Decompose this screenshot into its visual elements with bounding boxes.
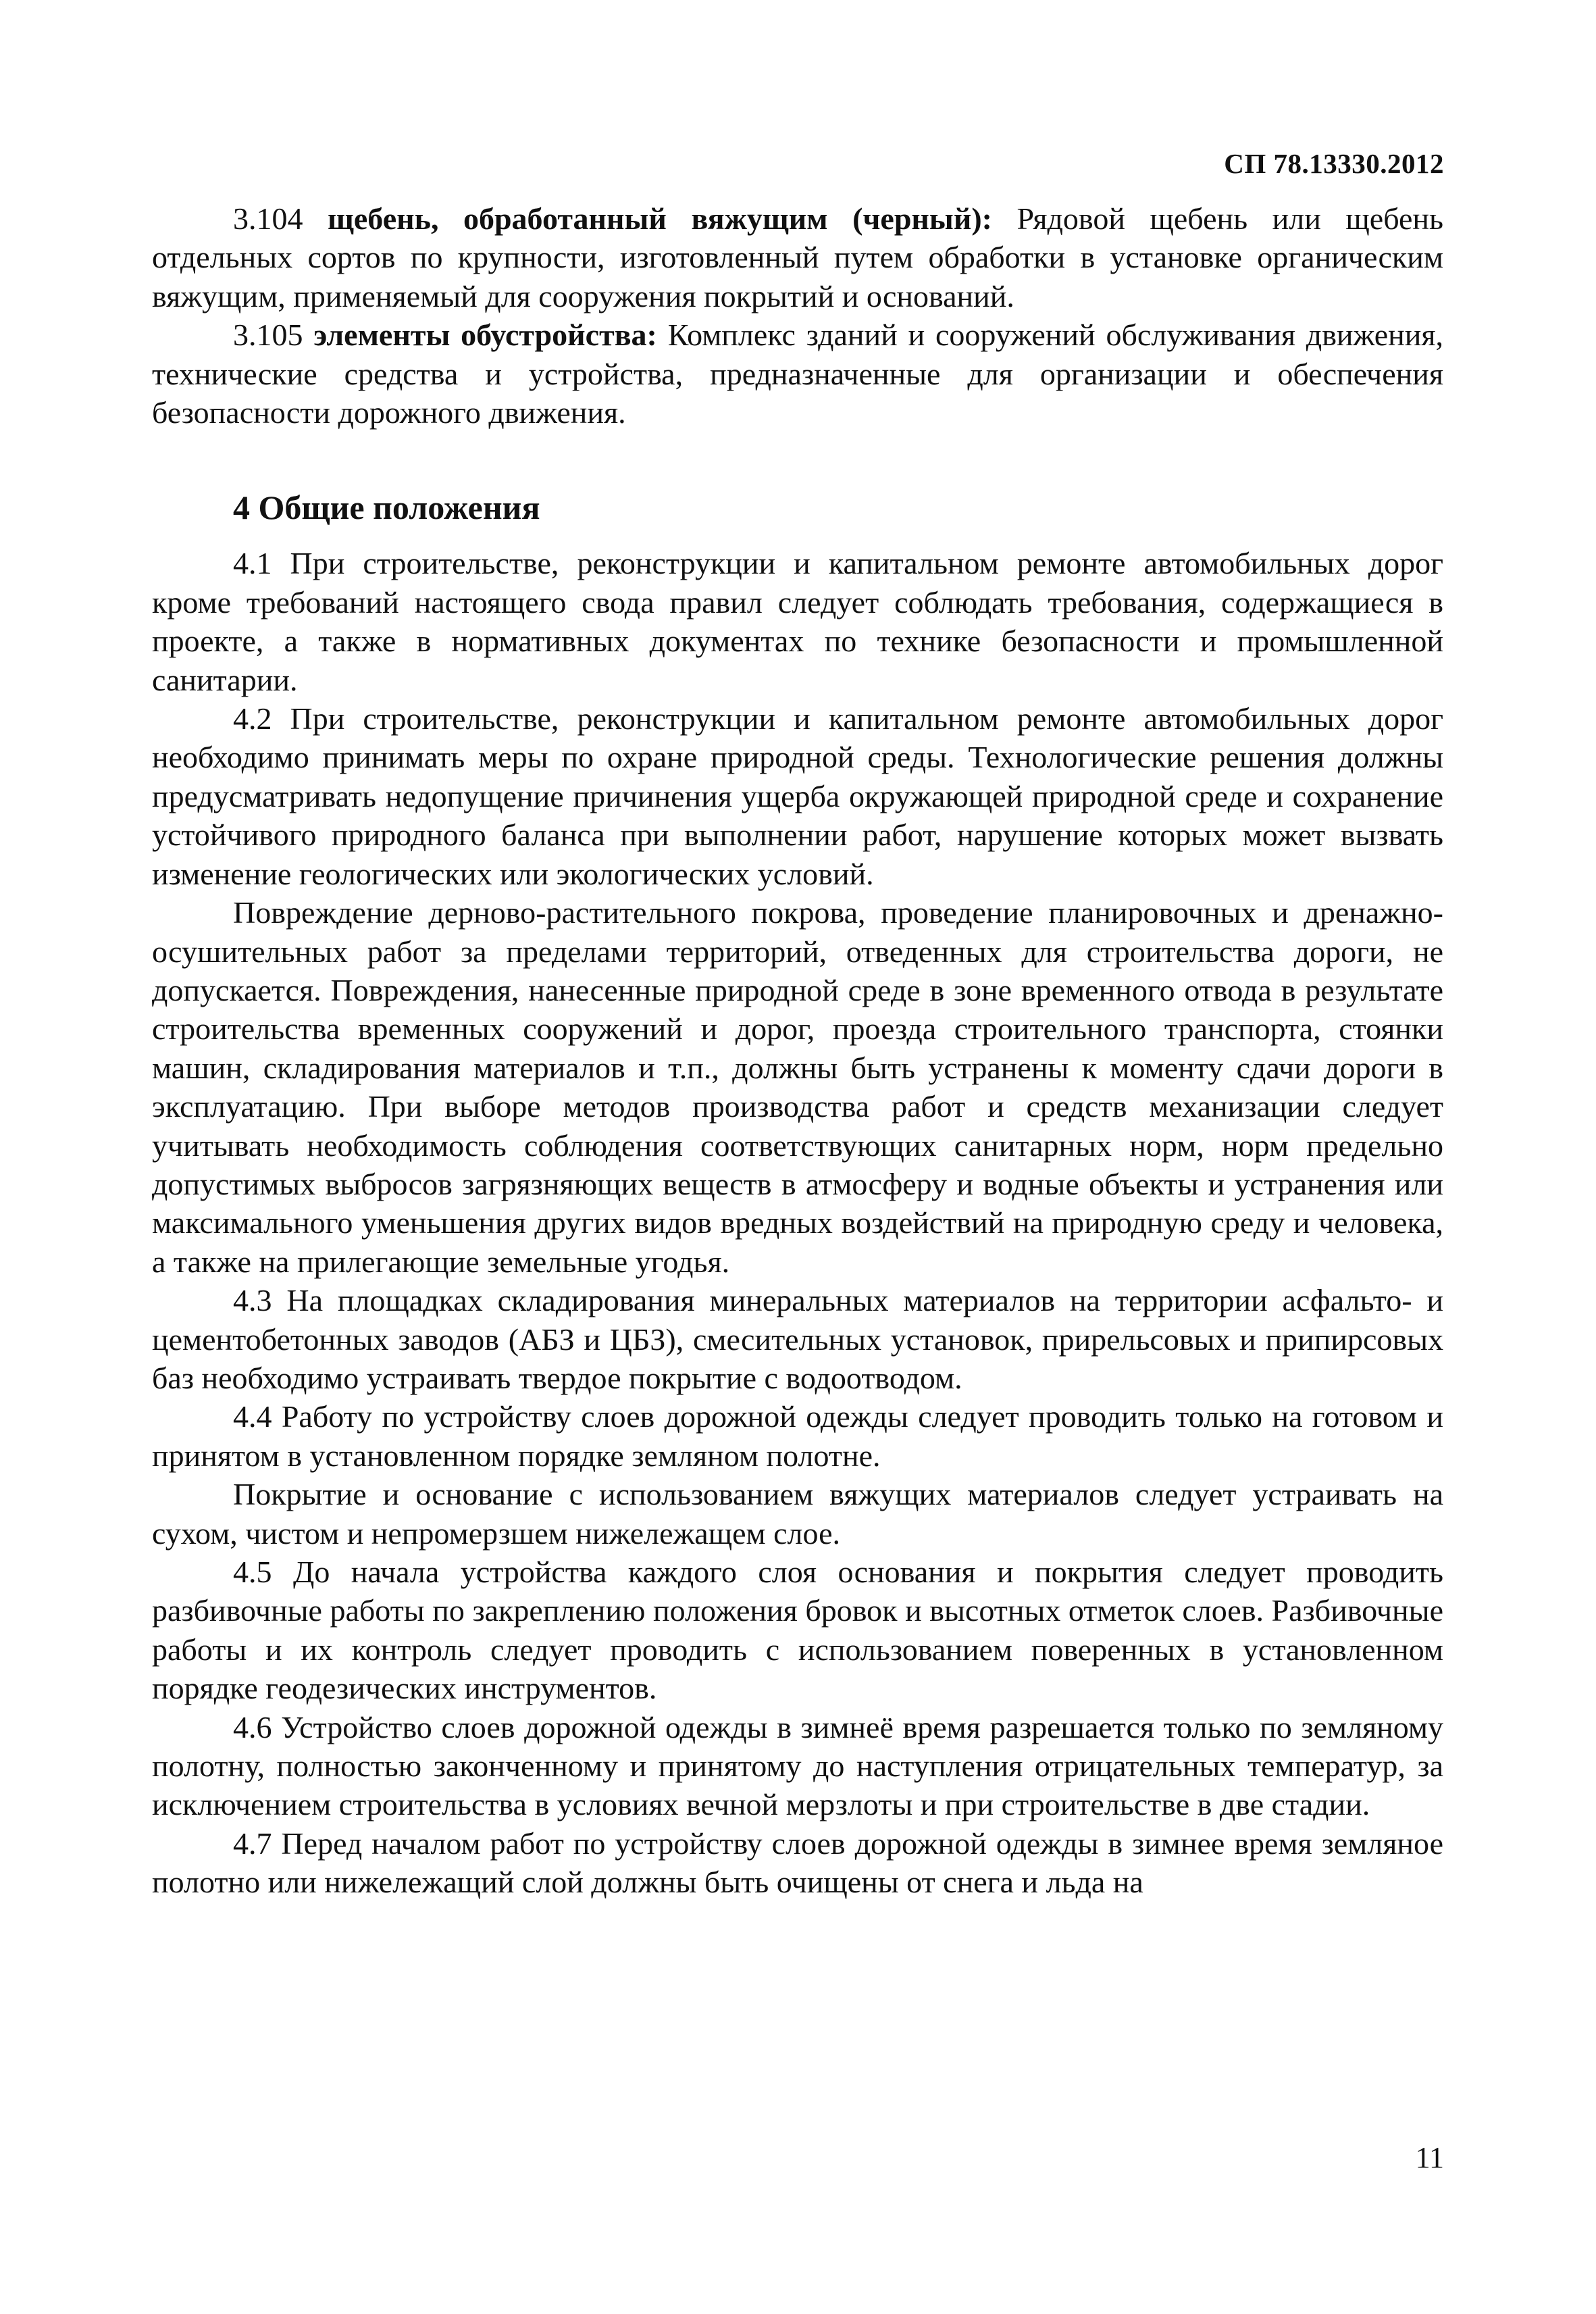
paragraph-4-2: 4.2 При строительстве, реконструкции и капитальном ремонте автомобильных дорог необходимо принимать меры по охране природной среды. Технологические решения должны предусматривать недопущение причинения ущерба окружающей природной среде и сохранение устойчивого природного баланса при выполнении работ, нарушение которых может вызвать изменение геологических или экологических условий. [152, 701, 1443, 891]
paragraph-4-6: 4.6 Устройство слоев дорожной одежды в зимнеё время разрешается только по земляному полотну, полностью законченному и принятому до наступления отрицательных температур, за исключением строительства в условиях вечной мерзлоты и при строительстве в две стадии. [152, 1709, 1443, 1822]
definition-number: 3.104 [233, 201, 303, 236]
paragraph-4-5: 4.5 До начала устройства каждого слоя основания и покрытия следует проводить разбивочные работы по закреплению положения бровок и высотных отметок слоев. Разбивочные работы и их контроль следует проводить с использованием поверенных в установленном порядке геодезических инструментов. [152, 1555, 1443, 1706]
paragraph-4-7: 4.7 Перед началом работ по устройству слоев дорожной одежды в зимнее время земляное полотно или нижележащий слой должны быть очищены от снега и льда на [152, 1826, 1443, 1900]
paragraph-4-3: 4.3 На площадках складирования минеральных материалов на территории асфальто- и цементобетонных заводов (АБЗ и ЦБЗ), смесительных установок, прирельсовых и припирсовых баз необходимо устраивать твердое покрытие с водоотводом. [152, 1283, 1443, 1395]
section-heading: 4 Общие положения [233, 488, 540, 527]
document-code-header: СП 78.13330.2012 [1224, 148, 1444, 179]
definition-number: 3.105 [233, 318, 303, 353]
definition-text: Комплекс зданий и сооружений обслуживания движения, технические средства и устройства, предназначенные для организации и обеспечения безопасности дорожного движения. [152, 318, 1444, 430]
definition-3-104 [152, 199, 1443, 316]
page-number: 11 [1415, 2141, 1444, 2174]
page-content [152, 199, 1443, 1902]
paragraph-4-2-continued: Повреждение дерново-растительного покрова, проведение планировочных и дренажно-осушительных работ за пределами территорий, отведенных для строительства дороги, не допускается. Повреждения, нанесенные природной среде в зоне временного отвода в результате строительства временных сооружений и дорог, проезда строительного транспорта, стоянки машин, складирования материалов и т.п., должны быть устранены к моменту сдачи дороги в эксплуатацию. При выборе методов производства работ и средств механизации следует учитывать необходимость соблюдения соответствующих санитарных норм, норм предельно допустимых выбросов загрязняющих веществ в атмосферу и водные объекты и устранения или максимального уменьшения других видов вредных воздействий на природную среду и человека, а также на прилегающие земельные угодья. [152, 895, 1443, 1279]
paragraph-4-1: 4.1 При строительстве, реконструкции и капитальном ремонте автомобильных дорог кроме требований настоящего свода правил следует соблюдать требования, содержащиеся в проекте, а также в нормативных документах по технике безопасности и промышленной санитарии. [152, 546, 1443, 697]
paragraph-4-4-continued: Покрытие и основание с использованием вяжущих материалов следует устраивать на сухом, чистом и непромерзшем нижележащем слое. [152, 1477, 1443, 1551]
definition-3-105 [152, 316, 1443, 432]
paragraph-4-4: 4.4 Работу по устройству слоев дорожной одежды следует проводить только на готовом и принятом в установленном порядке земляном полотне. [152, 1399, 1443, 1473]
definition-term: элементы обустройства: [313, 318, 657, 353]
definition-text: Рядовой щебень или щебень отдельных сортов по крупности, изготовленный путем обработки в установке органическим вяжущим, применяемый для сооружения покрытий и оснований. [152, 201, 1444, 313]
definition-term: щебень, обработанный вяжущим (черный): [328, 201, 992, 236]
